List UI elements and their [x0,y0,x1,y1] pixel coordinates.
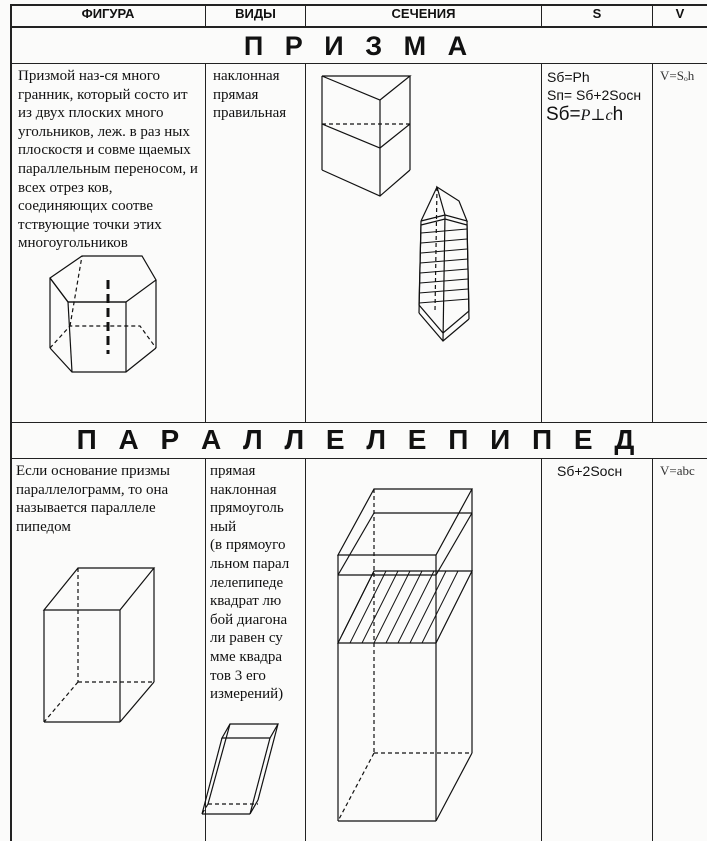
header-figure: ФИГУРА [81,6,135,21]
prism-full-area-formula: Sп= Sб+2Sосн [547,87,642,103]
formula-perp-perimeter: P⊥c [580,107,613,124]
prism-definition: Призмой наз-ся много гранник, который состо ит из двух плоских много угольников, леж. в раз ных плоскостя и совме щаемых параллельным переносом, и всех отрез ков, соединяющих соотве тствующие точки этих многоугольников [18,68,198,252]
header-views: ВИДЫ [235,6,276,21]
parallelepiped-definition: Если основание призмы параллелограмм, то она называется параллеле пипедом [16,463,170,535]
col-divider-4 [652,458,653,841]
parallelepiped-types: прямая наклонная прямоуголь ный (в прямоуго льном парал лелепипеде квадрат лю бой диагона ли равен су мме квадра тов 3 его измерений) [210,463,290,703]
parallelepiped-section-figure [332,485,502,825]
header-bottom-border [10,26,707,28]
header-sections: СЕЧЕНИЯ [391,6,456,21]
prism-perpendicular-area-formula [546,104,623,126]
col-divider-3 [541,63,542,422]
header-area: S [592,6,602,21]
pentagonal-prism-figure [40,250,190,380]
prism-section-title: П Р И З М А [243,31,475,61]
section-divider-border [10,422,707,423]
oblique-prism-section-figure [415,185,485,345]
parallelepiped-title-bottom-border [10,458,707,459]
header-volume: V [675,6,685,21]
col-divider-2 [305,63,306,422]
formula-perp-suffix: h [612,104,624,125]
parallelepiped-area-formula: Sб+2Sосн [557,463,623,479]
col-divider-2 [305,458,306,841]
oblique-parallelepiped-figure [200,718,290,818]
col-divider-3 [541,458,542,841]
prism-types: наклонная прямая правильная [213,68,287,122]
prism-lateral-area-formula: Sб=Ph [547,69,590,85]
triangular-prism-section-figure [320,70,440,200]
col-divider-1 [205,63,206,422]
col-divider-4 [652,63,653,422]
table-left-border [10,4,12,841]
prism-volume-formula: V=Sₒh [660,68,695,83]
parallelepiped-figure [42,560,182,730]
prism-title-bottom-border [10,63,707,64]
formula-perp-prefix: Sб= [546,104,581,125]
parallelepiped-section-title: П А Р А Л Л Е Л Е П И П Е Д [76,424,642,455]
parallelepiped-volume-formula: V=abc [660,463,695,478]
